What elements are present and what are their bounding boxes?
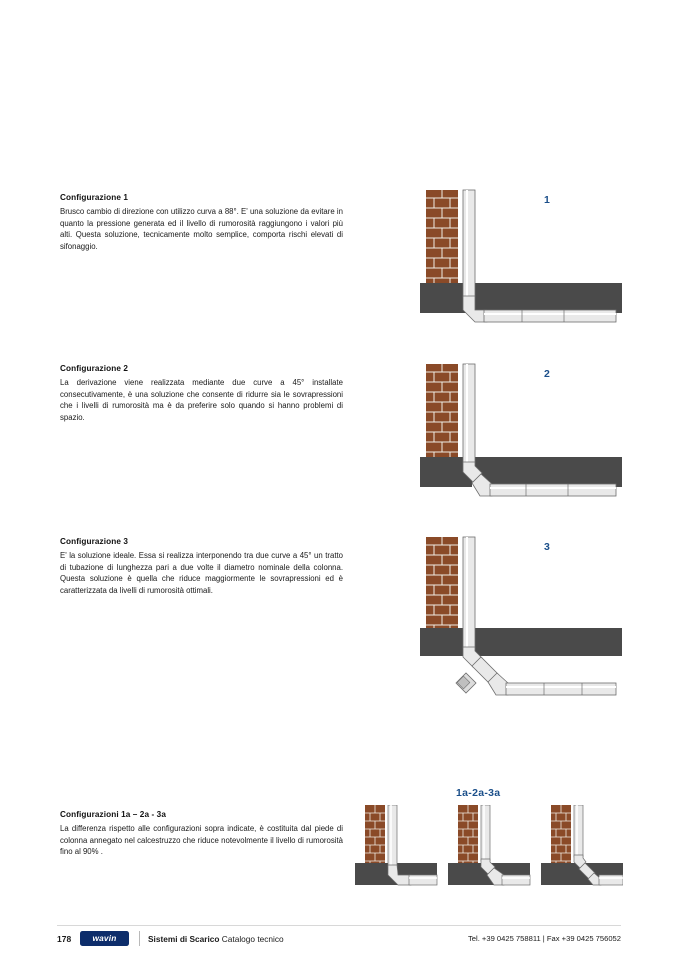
footer-title-light: Catalogo tecnico xyxy=(221,934,284,944)
horizontal-drain-pipe xyxy=(599,875,623,885)
section-body: La differenza rispetto alle configurazioni sopra indicate, è costituita dal piede di colonna annegato nel calcestruzzo che riduce notevolmente il livello di rumorosità fino al 90% . xyxy=(60,824,343,857)
figure-config-2a xyxy=(448,805,530,885)
figure-config2 xyxy=(412,362,622,517)
figure-config-1a xyxy=(355,805,437,885)
floor-slab xyxy=(474,628,622,656)
section-config2 xyxy=(60,364,343,423)
section-config3 xyxy=(60,537,343,596)
footer-title-bold: Sistemi di Scarico xyxy=(148,934,220,944)
vertical-stack-pipe xyxy=(388,805,397,867)
vertical-stack-pipe xyxy=(463,190,475,298)
section-title: Configurazione 2 xyxy=(60,364,129,373)
floor-slab xyxy=(474,283,622,313)
section-body: La derivazione viene realizzata mediante due curve a 45° installate consecutivamente, è una soluzione che consente di ridurre sia le sovrapressioni che i livelli di rumorosità ma è da preferire solo quando si hanno problemi di spazio. xyxy=(60,378,343,422)
footer-title xyxy=(148,934,284,944)
footer-divider xyxy=(57,925,621,926)
vertical-stack-pipe xyxy=(574,805,583,857)
horizontal-drain-pipe xyxy=(409,875,437,885)
inspection-fitting xyxy=(456,673,476,693)
wavin-logo: wavin xyxy=(80,931,129,946)
floor-slab xyxy=(474,457,622,487)
horizontal-drain-pipe xyxy=(484,310,616,322)
figure-number-2: 2 xyxy=(544,368,550,380)
section-body: Brusco cambio di direzione con utilizzo curva a 88°. E' una soluzione da evitare in quanto la pressione generata ed il livello di rumorosità raggiungono i valori più alti. Questa soluzione, tecnicamente molto semplice, comporta rischi elevati di sifonaggio. xyxy=(60,207,343,251)
section-title: Configurazioni 1a – 2a - 3a xyxy=(60,810,166,819)
figure-number-1: 1 xyxy=(544,194,550,206)
page-footer xyxy=(0,925,678,959)
figure-number-1a-2a-3a: 1a-2a-3a xyxy=(456,787,501,799)
figure-config-a-group xyxy=(355,805,623,900)
figure-config1 xyxy=(412,188,622,343)
vertical-stack-pipe xyxy=(481,805,490,861)
figure-number-3: 3 xyxy=(544,541,550,553)
section-config1 xyxy=(60,193,343,252)
footer-separator xyxy=(139,931,140,946)
vertical-stack-pipe xyxy=(463,537,475,649)
vertical-stack-pipe xyxy=(463,364,475,464)
section-title: Configurazione 1 xyxy=(60,193,129,202)
horizontal-drain-pipe xyxy=(506,683,616,695)
horizontal-drain-pipe xyxy=(502,875,530,885)
page-number: 178 xyxy=(57,934,72,944)
horizontal-drain-pipe xyxy=(490,484,616,496)
figure-config-3a xyxy=(541,805,623,885)
section-config-a xyxy=(60,810,343,858)
footer-contact: Tel. +39 0425 758811 | Fax +39 0425 756052 xyxy=(468,934,621,943)
section-body: E' la soluzione ideale. Essa si realizza interponendo tra due curve a 45° un tratto di tubazione di lunghezza pari a due volte il diametro nominale della colonna. Questa soluzione è quella che riduce maggiormente le sovrapressioni ed è caratterizzata da livelli di rumorosità ottimali. xyxy=(60,551,343,595)
section-title: Configurazione 3 xyxy=(60,537,129,546)
figure-config3 xyxy=(412,535,622,715)
